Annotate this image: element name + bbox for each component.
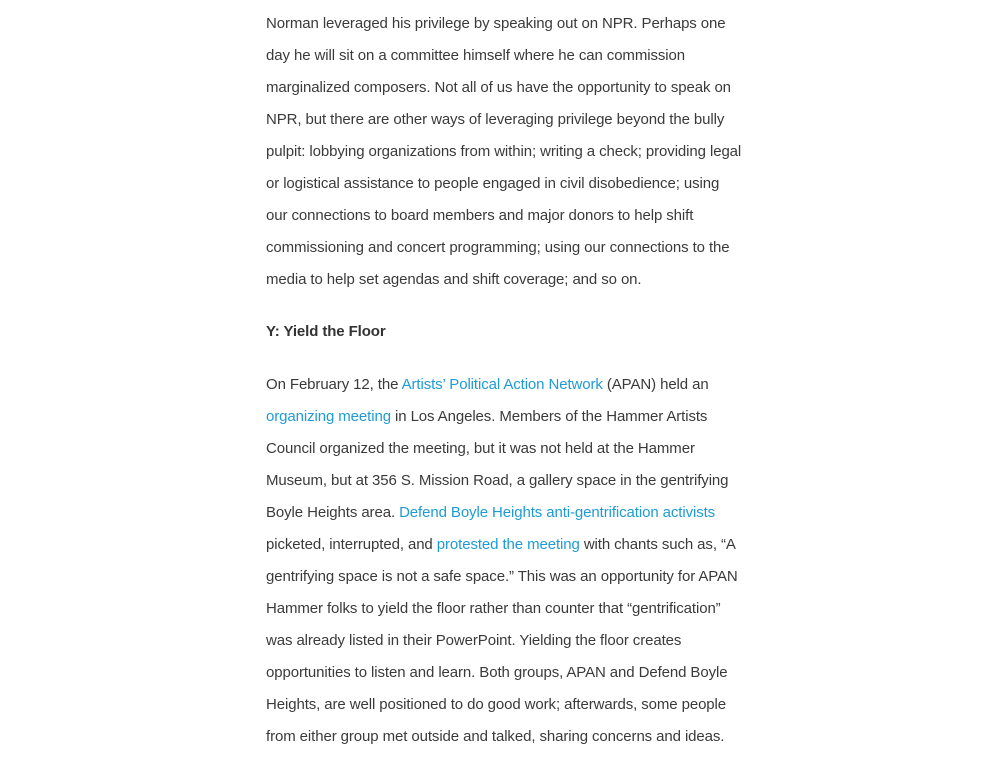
paragraph-text: picketed, interrupted, and <box>266 536 437 553</box>
link-organizing-meeting[interactable]: organizing meeting <box>266 408 391 425</box>
link-artists-political-action-network[interactable]: Artists’ Political Action Network <box>401 376 603 393</box>
paragraph-yield-the-floor <box>266 369 744 753</box>
paragraph-text: with chants such as, “A gentrifying space is not a safe space.” This was an opportunity for APAN Hammer folks to yield the floor rather than counter that “gentrification” was already listed in their PowerPoint. Yielding the floor creates opportunities to listen and learn. Both groups, APAN and Defend Boyle Heights, are well positioned to do good work; afterwards, some people from either group met outside and talked, sharing concerns and ideas. <box>266 536 738 745</box>
paragraph-privilege: Norman leveraged his privilege by speaking out on NPR. Perhaps one day he will sit on a committee himself where he can commission marginalized composers. Not all of us have the opportunity to speak on NPR, but there are other ways of leveraging privilege beyond the bully pulpit: lobbying organizations from within; writing a check; providing legal or logistical assistance to people engaged in civil disobedience; using our connections to board members and major donors to help shift commissioning and concert programming; using our connections to the media to help set agendas and shift coverage; and so on. <box>266 15 742 288</box>
paragraph-text: (APAN) held an <box>602 376 709 393</box>
paragraph-text: On February 12, the <box>266 376 402 393</box>
link-protested-the-meeting[interactable]: protested the meeting <box>436 536 580 553</box>
paragraph-text: in Los Angeles. Members of the Hammer Artists Council organized the meeting, but it was not held at the Hammer Museum, but at 356 S. Mission Road, a gallery space in the gentrifying Boyle Heights area. <box>266 408 729 521</box>
article-body <box>266 8 744 753</box>
section-heading-yield-the-floor: Y: Yield the Floor <box>266 323 386 340</box>
link-defend-boyle-heights[interactable]: Defend Boyle Heights anti-gentrification activists <box>399 504 716 521</box>
